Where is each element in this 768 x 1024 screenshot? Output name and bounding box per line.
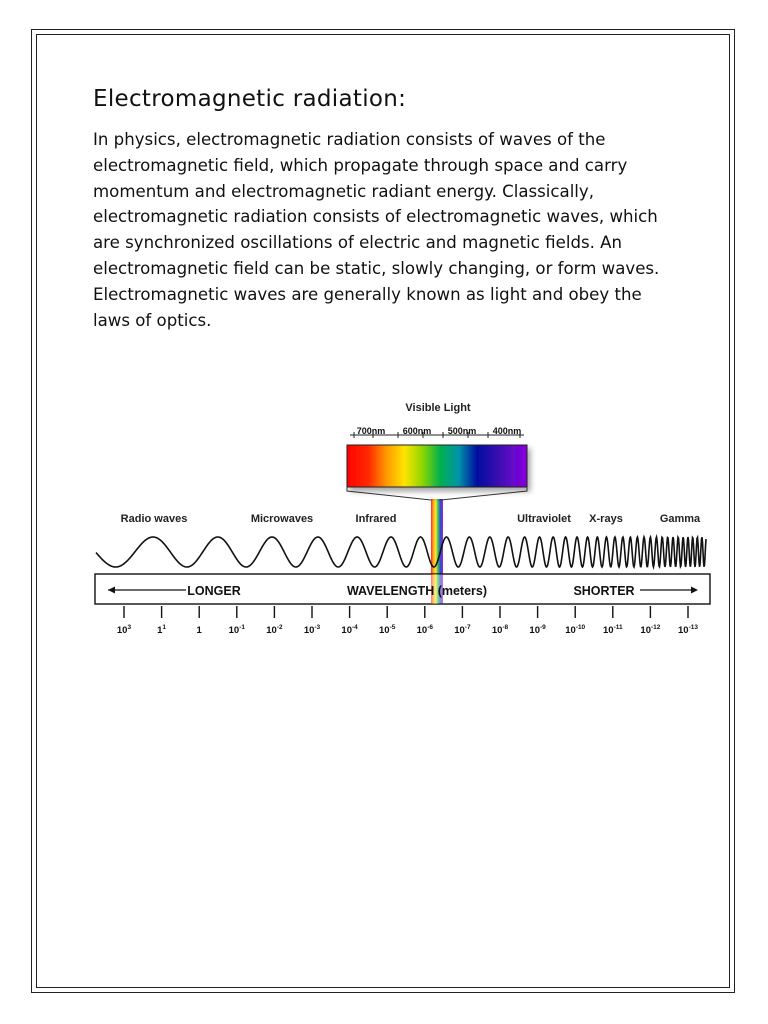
tick-label: 1 xyxy=(196,625,202,636)
tick-label: $10^{-8}$ xyxy=(491,624,509,636)
tick-label: $10^{-9}$ xyxy=(529,624,546,636)
band-label-radio: Radio waves xyxy=(120,513,188,525)
tick-label: $10^{-4}$ xyxy=(341,624,358,636)
scale-wavelength-label: WAVELENGTH (meters) xyxy=(346,584,488,598)
tick-label: $10^{-5}$ xyxy=(379,624,396,636)
band-label-microwaves: Microwaves xyxy=(250,513,314,525)
scale-shorter-label: SHORTER xyxy=(573,584,635,598)
tick-label: $1^1$ xyxy=(157,624,167,636)
visible-light-label: Visible Light xyxy=(405,402,471,414)
tick-label: $10^{-12}$ xyxy=(640,624,661,636)
tick-label: $10^{-1}$ xyxy=(228,624,245,636)
em-spectrum-figure xyxy=(88,392,718,652)
em-wave xyxy=(96,537,706,567)
nm-scale xyxy=(350,426,524,438)
band-label-ultraviolet: Ultraviolet xyxy=(517,513,571,525)
band-label-infrared: Infrared xyxy=(355,513,397,525)
scale-longer-label: LONGER xyxy=(187,584,241,598)
tick-label: $10^{-11}$ xyxy=(602,624,623,636)
tick-label: $10^{-6}$ xyxy=(416,624,433,636)
document-title: Electromagnetic radiation: xyxy=(93,86,407,112)
band-label-xrays: X-rays xyxy=(589,513,623,525)
visible-spectrum-bar xyxy=(347,445,527,487)
wavelength-ticks xyxy=(117,606,698,636)
nm-label-400: 400nm xyxy=(492,426,522,436)
band-label-gamma: Gamma xyxy=(659,513,701,525)
nm-label-700: 700nm xyxy=(356,426,386,436)
nm-label-500: 500nm xyxy=(447,426,477,436)
tick-label: $10^{-10}$ xyxy=(565,624,586,636)
tick-label: $10^{-3}$ xyxy=(303,624,321,636)
tick-label: $10^{-13}$ xyxy=(678,624,698,636)
tick-label: $10^{-2}$ xyxy=(266,624,283,636)
tick-label: $10^3$ xyxy=(116,624,132,636)
document-paragraph: In physics, electromagnetic radiation consists of waves of the electromagnetic field, which propagate through space and carry momentum and electromagnetic radiant energy. Classically, electromagnetic radiation consists of electromagnetic waves, which are synchronized oscillations of electric and magnetic fields. An electromagnetic field can be static, slowly changing, or form waves. Electromagnetic waves are generally known as light and obey the laws of optics. xyxy=(93,130,660,330)
nm-label-600: 600nm xyxy=(402,426,432,436)
spectrum-bracket xyxy=(347,487,527,500)
tick-label: $10^{-7}$ xyxy=(454,624,471,636)
